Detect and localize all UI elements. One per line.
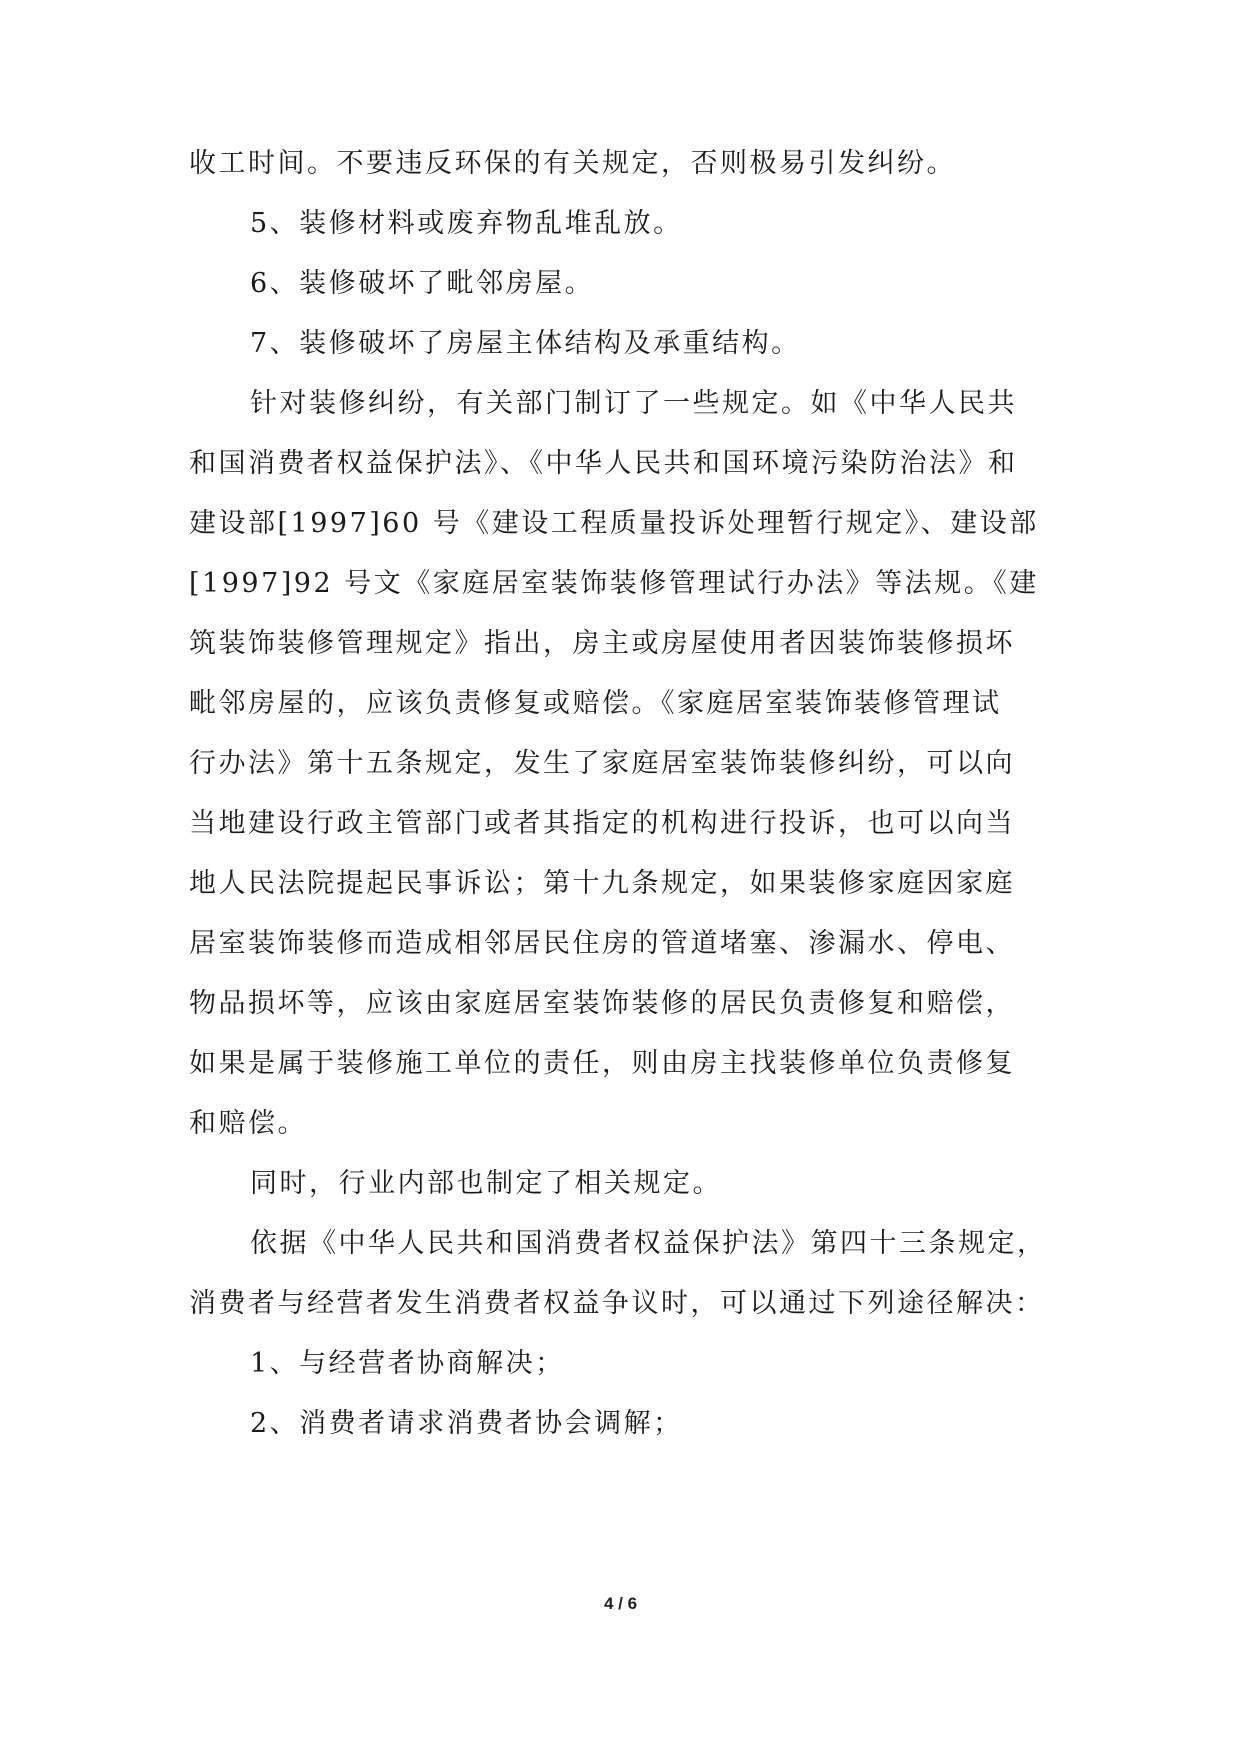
paragraph-line: 建设部[1997]60 号《建设工程质量投诉处理暂行规定》、建设部 — [189, 508, 1039, 539]
paragraph-line: 物品损坏等，应该由家庭居室装饰装修的居民负责修复和赔偿， — [189, 988, 1015, 1019]
paragraph-line: 依据《中华人民共和国消费者权益保护法》第四十三条规定， — [250, 1228, 1047, 1259]
list-item-6: 6、装修破坏了毗邻房屋。 — [250, 268, 595, 299]
paragraph-line: 居室装饰装修而造成相邻居民住房的管道堵塞、渗漏水、停电、 — [189, 928, 1015, 959]
list-item-2: 2、消费者请求消费者协会调解； — [250, 1408, 683, 1439]
paragraph-line: 和赔偿。 — [189, 1108, 307, 1139]
paragraph-line: 和国消费者权益保护法》、《中华人民共和国环境污染防治法》和 — [189, 448, 1018, 479]
paragraph-line: [1997]92 号文《家庭居室装饰装修管理试行办法》等法规。《建 — [189, 568, 1039, 599]
paragraph-line: 消费者与经营者发生消费者权益争议时，可以通过下列途径解决： — [189, 1288, 1045, 1319]
list-item-7: 7、装修破坏了房屋主体结构及承重结构。 — [250, 328, 801, 359]
paragraph-line: 地人民法院提起民事诉讼；第十九条规定，如果装修家庭因家庭 — [189, 868, 1015, 899]
paragraph-line: 针对装修纠纷，有关部门制订了一些规定。如《中华人民共 — [250, 388, 1017, 419]
paragraph-line: 行办法》第十五条规定，发生了家庭居室装饰装修纠纷，可以向 — [189, 748, 1015, 779]
page-number: 4 / 6 — [603, 1594, 638, 1613]
paragraph-line: 当地建设行政主管部门或者其指定的机构进行投诉，也可以向当 — [189, 808, 1015, 839]
paragraph-line: 收工时间。不要违反环保的有关规定，否则极易引发纠纷。 — [189, 148, 956, 179]
paragraph-line: 筑装饰装修管理规定》指出，房主或房屋使用者因装饰装修损坏 — [189, 628, 1015, 659]
list-item-5: 5、装修材料或废弃物乱堆乱放。 — [250, 208, 683, 239]
paragraph-line: 同时，行业内部也制定了相关规定。 — [250, 1168, 722, 1199]
paragraph-line: 毗邻房屋的，应该负责修复或赔偿。《家庭居室装饰装修管理试 — [189, 688, 1002, 719]
list-item-1: 1、与经营者协商解决； — [250, 1348, 565, 1379]
paragraph-line: 如果是属于装修施工单位的责任，则由房主找装修单位负责修复 — [189, 1048, 1015, 1079]
